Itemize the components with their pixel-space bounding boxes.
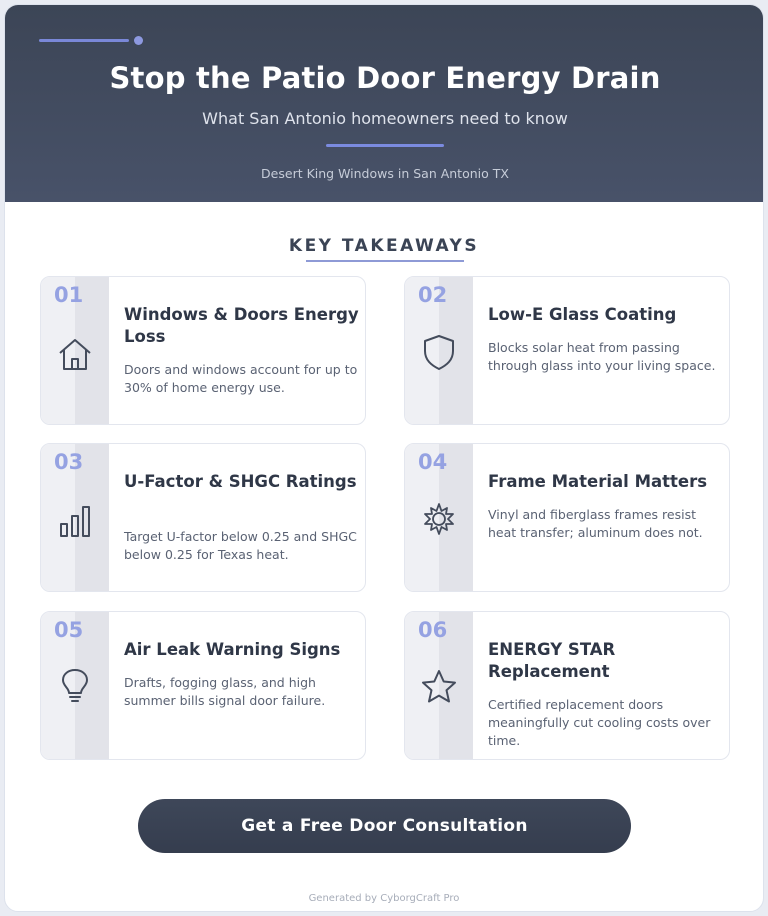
card-title: ENERGY STAR Replacement (488, 640, 616, 681)
bar-chart-icon (56, 502, 94, 540)
infographic-page (4, 4, 764, 912)
card-number: 01 (54, 283, 84, 307)
page-title: Stop the Patio Door Energy Drain (109, 61, 661, 95)
card-number: 05 (54, 618, 84, 642)
page-subtitle: What San Antonio homeowners need to know (202, 109, 568, 128)
card-title: Frame Material Matters (488, 472, 708, 491)
takeaway-card (40, 443, 366, 592)
card-title: Low-E Glass Coating (488, 305, 677, 324)
takeaway-card (404, 276, 730, 425)
card-description: Drafts, fogging glass, and high summer bills signal door failure. (124, 675, 326, 708)
card-description: Certified replacement doors meaningfully cut cooling costs over time. (488, 697, 711, 748)
footer-credit: Generated by CyborgCraft Pro (308, 893, 460, 904)
card-description: Doors and windows account for up to 30% of home energy use. (124, 362, 358, 395)
lightbulb-icon (56, 667, 94, 705)
section-heading-underline (306, 260, 464, 262)
card-number: 03 (54, 450, 84, 474)
card-number: 02 (418, 283, 448, 307)
header-divider (326, 144, 444, 147)
card-title: Windows & Doors Energy Loss (124, 305, 359, 346)
star-icon (420, 668, 458, 706)
brand-name: Desert King Windows in San Antonio TX (261, 166, 509, 181)
header-banner (5, 5, 764, 202)
sun-icon (420, 500, 458, 538)
takeaway-card (40, 611, 366, 760)
takeaway-card (404, 443, 730, 592)
takeaway-card (40, 276, 366, 425)
card-description: Target U-factor below 0.25 and SHGC below 0.25 for Texas heat. (124, 529, 357, 562)
card-number: 06 (418, 618, 448, 642)
header-accent-dot (134, 36, 143, 45)
card-description: Blocks solar heat from passing through glass into your living space. (488, 340, 716, 373)
card-number: 04 (418, 450, 448, 474)
section-heading: KEY TAKEAWAYS (288, 236, 480, 256)
house-icon (56, 335, 94, 373)
card-title: Air Leak Warning Signs (124, 640, 341, 659)
header-accent-line (39, 39, 129, 42)
card-title: U-Factor & SHGC Ratings (124, 472, 357, 491)
free-consultation-button[interactable]: Get a Free Door Consultation (138, 799, 631, 853)
card-description: Vinyl and fiberglass frames resist heat transfer; aluminum does not. (488, 507, 703, 540)
takeaway-card (404, 611, 730, 760)
shield-icon (420, 333, 458, 371)
